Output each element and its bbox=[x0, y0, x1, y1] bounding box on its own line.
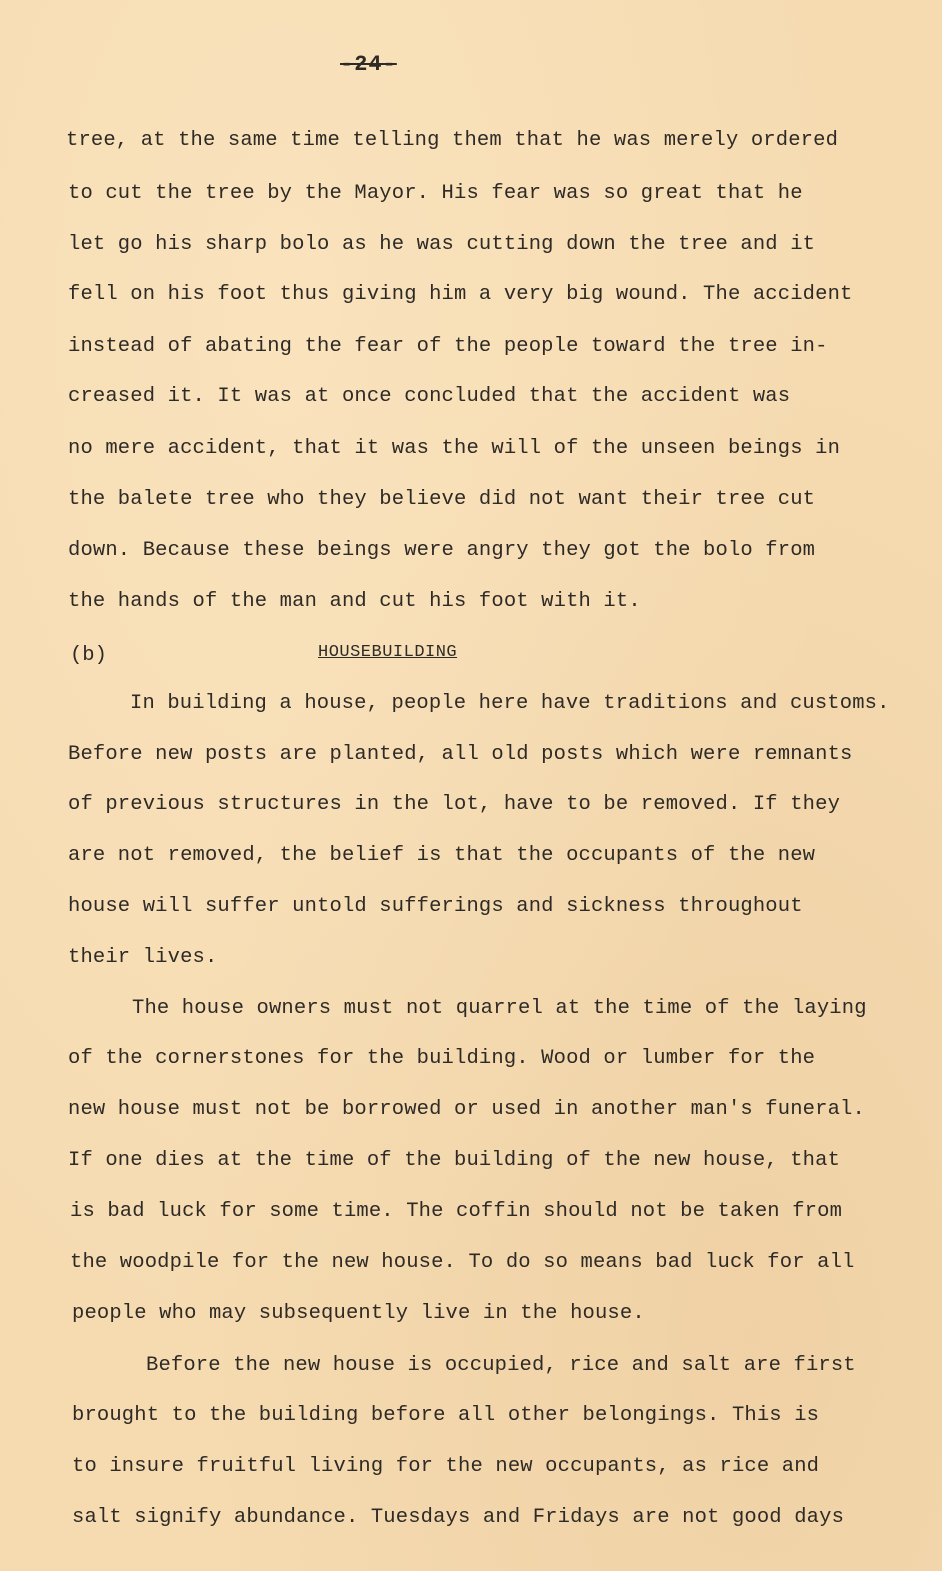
text-line: In building a house, people here have traditions and customs. bbox=[130, 692, 890, 715]
page-number: -24- bbox=[340, 52, 397, 77]
text-line: to insure fruitful living for the new occupants, as rice and bbox=[72, 1455, 820, 1478]
text-line: of previous structures in the lot, have to be removed. If they bbox=[68, 793, 841, 816]
section-title: HOUSEBUILDING bbox=[318, 643, 458, 662]
text-line: people who may subsequently live in the house. bbox=[72, 1302, 645, 1325]
text-line: brought to the building before all other belongings. This is bbox=[72, 1404, 820, 1427]
text-line: is bad luck for some time. The coffin should not be taken from bbox=[70, 1200, 843, 1223]
text-line: salt signify abundance. Tuesdays and Fridays are not good days bbox=[72, 1506, 845, 1529]
text-line: their lives. bbox=[68, 946, 218, 969]
section-label: (b) bbox=[70, 644, 107, 667]
text-line: creased it. It was at once concluded that the accident was bbox=[68, 385, 791, 408]
text-line: the hands of the man and cut his foot with it. bbox=[68, 590, 641, 613]
text-line: are not removed, the belief is that the occupants of the new bbox=[68, 844, 816, 867]
text-line: of the cornerstones for the building. Wood or lumber for the bbox=[68, 1047, 816, 1070]
text-line: tree, at the same time telling them that he was merely ordered bbox=[66, 129, 839, 152]
text-line: If one dies at the time of the building of the new house, that bbox=[68, 1149, 841, 1172]
text-line: new house must not be borrowed or used in another man's funeral. bbox=[68, 1098, 865, 1121]
text-line: let go his sharp bolo as he was cutting down the tree and it bbox=[68, 233, 816, 256]
text-line: house will suffer untold sufferings and sickness throughout bbox=[68, 895, 803, 918]
text-line: instead of abating the fear of the people toward the tree in- bbox=[68, 335, 828, 358]
text-line: The house owners must not quarrel at the time of the laying bbox=[132, 997, 867, 1020]
text-line: Before the new house is occupied, rice and salt are first bbox=[146, 1354, 856, 1377]
text-line: fell on his foot thus giving him a very big wound. The accident bbox=[68, 283, 853, 306]
text-line: no mere accident, that it was the will of the unseen beings in bbox=[68, 437, 841, 460]
text-line: the woodpile for the new house. To do so means bad luck for all bbox=[70, 1251, 855, 1274]
text-line: the balete tree who they believe did not want their tree cut bbox=[68, 488, 816, 511]
text-line: to cut the tree by the Mayor. His fear was so great that he bbox=[68, 182, 803, 205]
text-line: down. Because these beings were angry they got the bolo from bbox=[68, 539, 816, 562]
text-line: Before new posts are planted, all old posts which were remnants bbox=[68, 743, 853, 766]
